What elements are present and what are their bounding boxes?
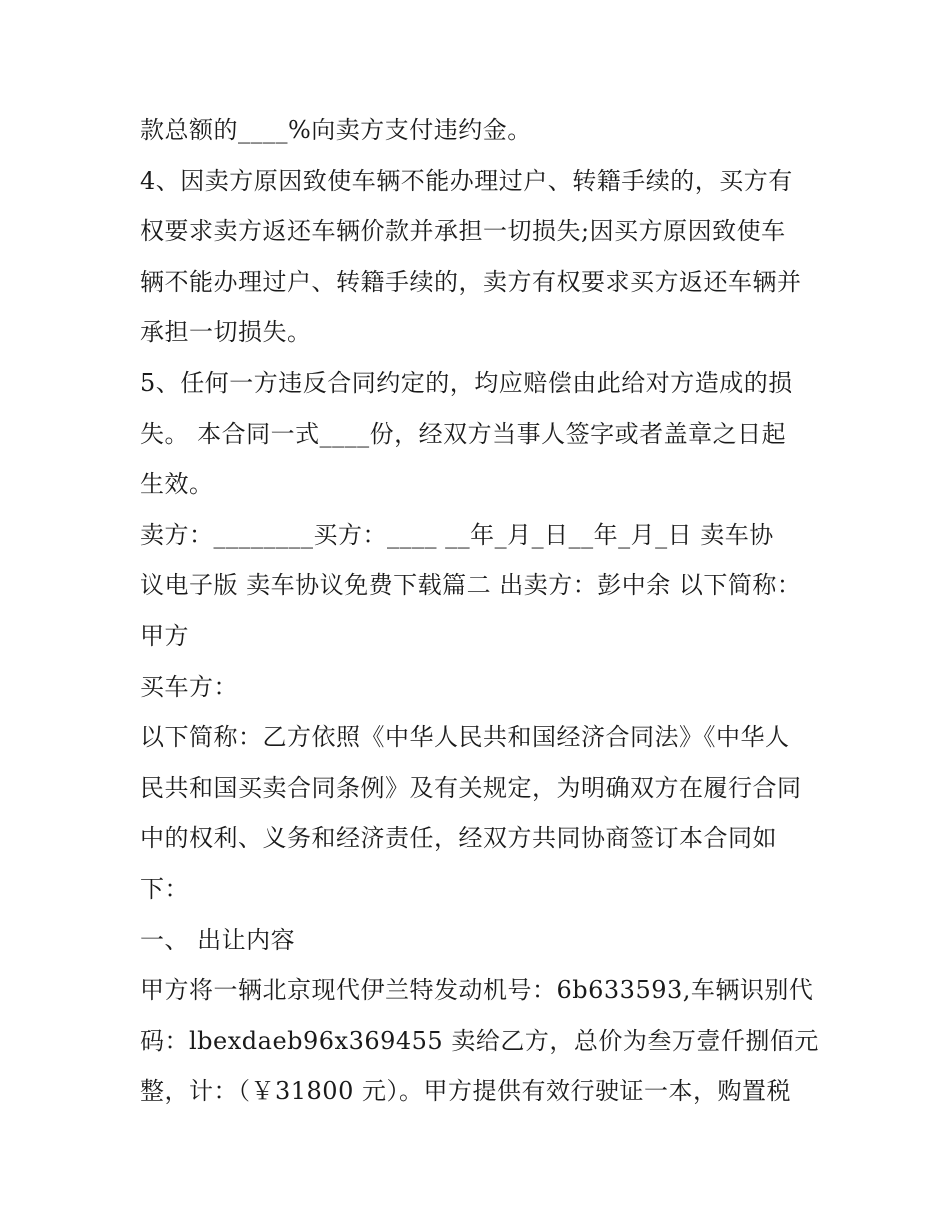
text-line-2: 4、因卖方原因致使车辆不能办理过户、转籍手续的，买方有	[140, 166, 793, 195]
text-line-10: 议电子版 卖车协议免费下载篇二 出卖方：彭中余 以下简称：	[140, 571, 802, 600]
text-line-16: 下：	[140, 874, 189, 903]
text-line-3: 权要求卖方返还车辆价款并承担一切损失;因买方原因致使车	[140, 217, 786, 246]
text-line-18: 甲方将一辆北京现代伊兰特发动机号：6b633593,车辆识别代	[140, 976, 814, 1005]
text-line-20: 整，计：（￥31800 元）。甲方提供有效行驶证一本，购置税	[140, 1077, 791, 1106]
text-line-9: 卖方：________买方：____ __年_月_日__年_月_日 卖车协	[140, 520, 774, 549]
text-line-1: 款总额的____%向卖方支付违约金。	[140, 116, 532, 144]
text-line-13: 以下简称：乙方依照《中华人民共和国经济合同法》《中华人	[140, 723, 790, 752]
text-line-7: 失。 本合同一式____份，经双方当事人签字或者盖章之日起	[140, 419, 787, 448]
text-line-4: 辆不能办理过户、转籍手续的，卖方有权要求买方返还车辆并	[140, 267, 802, 296]
text-line-17: 一、 出让内容	[140, 925, 296, 954]
text-line-11: 甲方	[140, 621, 189, 650]
text-line-19: 码：lbexdaeb96x369455 卖给乙方，总价为叁万壹仟捌佰元	[140, 1026, 819, 1055]
contract-text	[140, 105, 830, 1117]
text-line-12: 买车方：	[140, 672, 238, 701]
text-line-8: 生效。	[140, 470, 214, 499]
text-line-6: 5、任何一方违反合同约定的，均应赔偿由此给对方造成的损	[140, 368, 793, 397]
text-line-14: 民共和国买卖合同条例》及有关规定，为明确双方在履行合同	[140, 773, 802, 802]
text-line-15: 中的权利、义务和经济责任，经双方共同协商签订本合同如	[140, 824, 777, 853]
text-line-5: 承担一切损失。	[140, 318, 312, 347]
